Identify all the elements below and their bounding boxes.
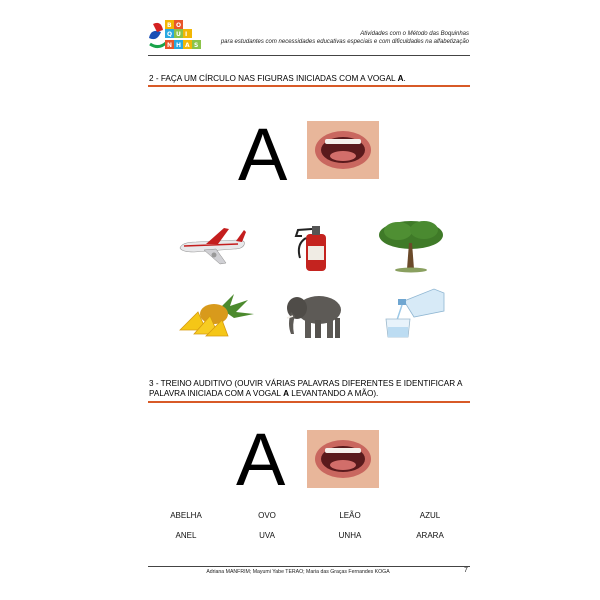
svg-text:B: B	[167, 22, 172, 29]
water-bottle-icon	[382, 287, 446, 339]
footer-authors: Adriana MANFRIM; Mayumi Yabe TERAO; Maria das Graças Fernandes KOGA	[206, 569, 390, 575]
page-number: 7	[464, 567, 468, 574]
section-2-prefix: 2 - FAÇA UM CÍRCULO NAS FIGURAS INICIADAS COM A VOGAL	[149, 74, 398, 83]
svg-text:Q: Q	[167, 31, 173, 38]
section-3-rule	[148, 401, 470, 403]
section-2-rule	[148, 85, 470, 87]
header-line-1: Atividades com o Método das Boquinhas	[360, 31, 469, 37]
pineapple-icon	[176, 290, 256, 340]
header-caption	[221, 30, 469, 46]
header-line-2: para estudantes com necessidades educativas especiais e com dificuldades na alfabetização	[220, 39, 469, 45]
section-2-vowel: A	[397, 74, 404, 83]
header-divider	[148, 55, 470, 56]
elephant-icon	[283, 290, 347, 340]
vowel-letter: A	[238, 113, 288, 196]
svg-text:O: O	[176, 22, 182, 29]
section-3-vowel: A	[283, 389, 289, 398]
word-anel: ANEL	[175, 531, 197, 540]
word-azul: AZUL	[419, 511, 441, 520]
word-ovo: OVO	[258, 511, 276, 520]
section-3-heading	[149, 379, 471, 399]
vowel-letter-2: A	[236, 418, 286, 501]
word-uva: UVA	[259, 531, 275, 540]
svg-text:S: S	[194, 42, 199, 49]
svg-text:U: U	[176, 31, 181, 38]
footer-divider	[148, 566, 470, 567]
airplane-icon	[176, 222, 248, 268]
section-3-prefix: 3 - TREINO AUDITIVO (OUVIR VÁRIAS PALAVRAS DIFERENTES E IDENTIFICAR A PALAVRA INICIADA COM A VOGAL	[149, 379, 463, 398]
word-arara: ARARA	[416, 531, 444, 540]
open-mouth-icon-2	[307, 430, 379, 488]
fire-extinguisher-icon	[292, 222, 334, 272]
svg-text:I: I	[185, 31, 188, 38]
word-abelha: ABELHA	[170, 511, 202, 520]
word-unha: UNHA	[338, 531, 362, 540]
svg-text:N: N	[167, 42, 173, 49]
word-leao: LEÃO	[339, 511, 361, 520]
svg-text:H: H	[176, 42, 182, 49]
tree-icon	[376, 217, 446, 273]
boquinhas-logo	[147, 16, 209, 56]
section-2-suffix: .	[403, 74, 406, 83]
section-2-heading	[149, 74, 471, 84]
section-3-suffix: LEVANTANDO A MÃO).	[289, 389, 379, 398]
open-mouth-icon	[307, 121, 379, 179]
svg-text:A: A	[185, 42, 190, 49]
